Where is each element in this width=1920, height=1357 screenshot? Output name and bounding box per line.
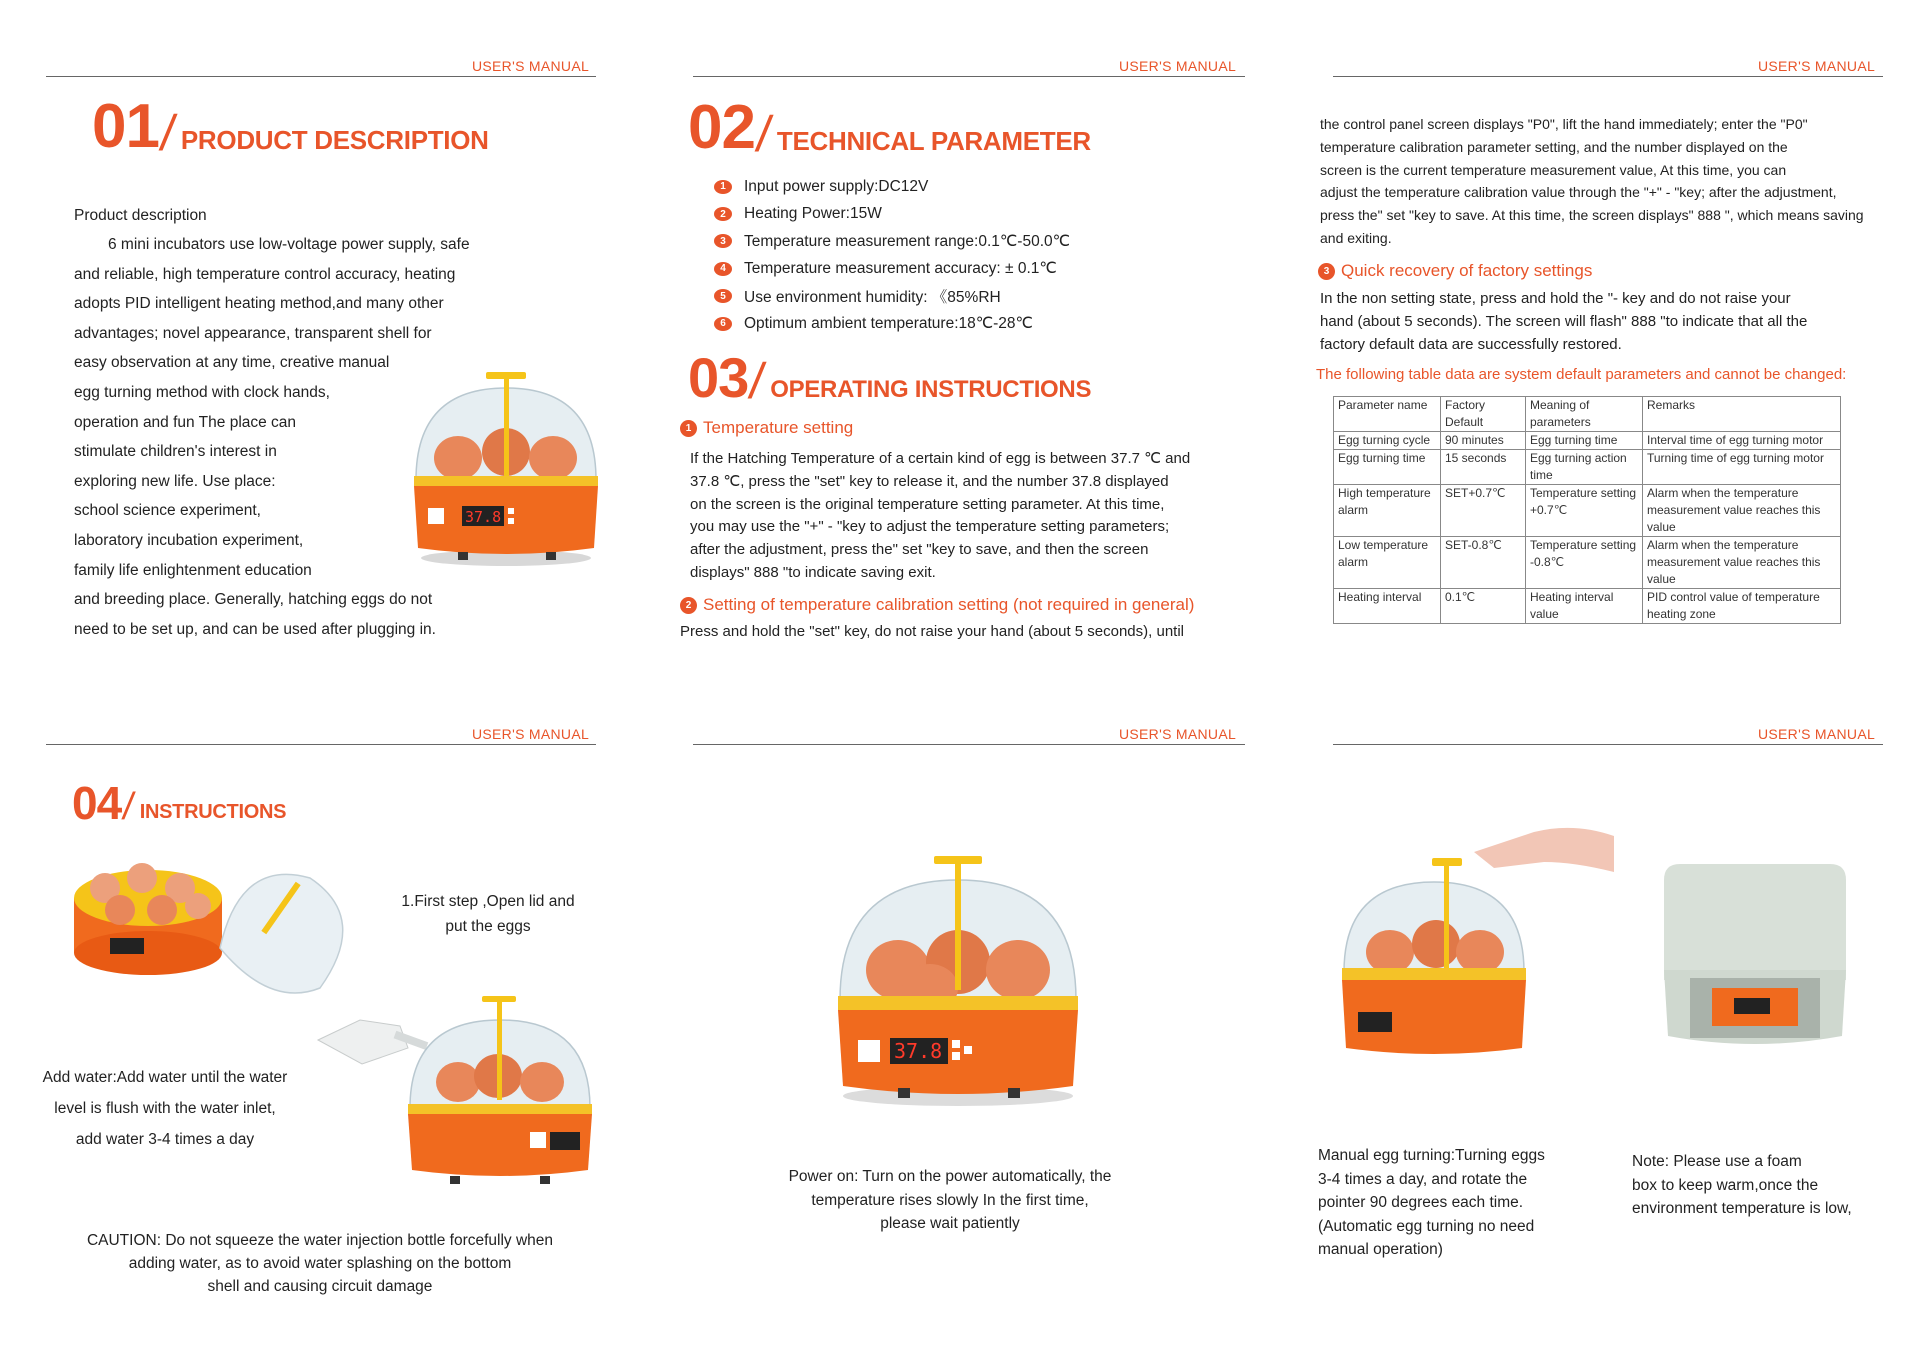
text-line: please wait patiently bbox=[880, 1215, 1020, 1232]
number-badge: 3 bbox=[1318, 263, 1335, 280]
section-03-heading bbox=[688, 346, 1092, 409]
header-label: USER'S MANUAL bbox=[472, 58, 590, 74]
number-badge: 1 bbox=[680, 420, 697, 437]
table-cell: SET+0.7℃ bbox=[1441, 485, 1526, 537]
slash-mark: / bbox=[753, 106, 775, 162]
number-badge: 2 bbox=[680, 597, 697, 614]
text-line: after the adjustment, press the" set "key to save, and then the screen bbox=[690, 541, 1149, 559]
section-title: INSTRUCTIONS bbox=[139, 801, 287, 823]
table-cell: High temperature alarm bbox=[1334, 485, 1441, 537]
header-rule bbox=[46, 744, 596, 745]
text-line: exploring new life. Use place: bbox=[74, 472, 276, 490]
manual-turning-image bbox=[1334, 812, 1614, 1072]
header-rule bbox=[693, 744, 1245, 745]
text-line: laboratory incubation experiment, bbox=[74, 531, 304, 549]
display-readout: 37.8 bbox=[894, 1039, 943, 1063]
text-line: Note: Please use a foam bbox=[1632, 1153, 1802, 1170]
text-line: add water 3-4 times a day bbox=[75, 1131, 255, 1148]
header-label: USER'S MANUAL bbox=[1758, 726, 1876, 742]
foam-box-image bbox=[1650, 860, 1860, 1060]
table-row bbox=[1334, 589, 1841, 624]
table-row bbox=[1334, 432, 1841, 450]
param-text: Temperature measurement range:0.1℃-50.0℃ bbox=[744, 232, 1071, 250]
list-item bbox=[714, 173, 1070, 200]
foam-box-note bbox=[1632, 1150, 1852, 1221]
section-number: 04 bbox=[72, 777, 122, 829]
header-rule bbox=[1333, 744, 1883, 745]
slash-mark: / bbox=[746, 353, 769, 409]
table-cell: Egg turning action time bbox=[1526, 450, 1643, 485]
text-line: 1.First step ,Open lid and bbox=[401, 893, 575, 910]
list-item bbox=[714, 200, 1070, 227]
text-line: adding water, as to avoid water splashing on the bottom bbox=[128, 1255, 512, 1272]
default-params-note: The following table data are system default parameters and cannot be changed: bbox=[1316, 366, 1847, 383]
incubator-image bbox=[398, 368, 613, 568]
text-line: stimulate children's interest in bbox=[74, 443, 277, 461]
header-label: USER'S MANUAL bbox=[1758, 58, 1876, 74]
text-line: press the" set "key to save. At this time, the screen displays" 888 ", which means saving bbox=[1320, 207, 1864, 224]
table-cell: Egg turning cycle bbox=[1334, 432, 1441, 450]
slash-mark: / bbox=[157, 105, 179, 161]
text-line: put the eggs bbox=[445, 918, 531, 935]
text-line: factory default data are successfully restored. bbox=[1320, 335, 1622, 353]
open-incubator-image bbox=[70, 838, 360, 998]
table-header-row bbox=[1334, 397, 1841, 432]
manual-turning-caption bbox=[1318, 1144, 1545, 1262]
power-on-caption bbox=[760, 1165, 1140, 1236]
table-cell: Egg turning time bbox=[1334, 450, 1441, 485]
param-text: Use environment humidity: 《85%RH bbox=[744, 289, 1001, 307]
header-label: USER'S MANUAL bbox=[1119, 726, 1237, 742]
table-cell: Heating interval bbox=[1334, 589, 1441, 624]
header-rule bbox=[1333, 76, 1883, 77]
table-cell: Interval time of egg turning motor bbox=[1643, 432, 1841, 450]
text-line: and breeding place. Generally, hatching eggs do not bbox=[74, 591, 433, 609]
text-line: displays" 888 "to indicate saving exit. bbox=[690, 563, 936, 581]
factory-reset-text bbox=[1320, 288, 1807, 356]
text-line: egg turning method with clock hands, bbox=[74, 383, 330, 401]
section-number: 03 bbox=[688, 346, 749, 409]
column-header: Meaning of parameters bbox=[1526, 397, 1643, 432]
table-cell: Temperature setting -0.8℃ bbox=[1526, 537, 1643, 589]
display-readout: 37.8 bbox=[465, 508, 502, 526]
text-line: (Automatic egg turning no need bbox=[1318, 1217, 1535, 1235]
number-badge: 6 bbox=[714, 317, 732, 331]
list-item bbox=[714, 255, 1070, 282]
text-line: If the Hatching Temperature of a certain kind of egg is between 37.7 ℃ and bbox=[690, 450, 1191, 467]
text-line: 37.8 ℃, press the "set" key to release it, and the number 37.8 displayed bbox=[690, 472, 1169, 490]
text-line: you may use the "+" - "key to adjust the temperature setting parameters; bbox=[690, 518, 1170, 536]
technical-parameter-list bbox=[714, 173, 1070, 337]
column-header: Remarks bbox=[1643, 397, 1841, 432]
number-badge: 5 bbox=[714, 289, 732, 303]
table-cell: Alarm when the temperature measurement value reaches this value bbox=[1643, 537, 1841, 589]
text-line: Manual egg turning:Turning eggs bbox=[1318, 1147, 1545, 1164]
text-line: hand (about 5 seconds). The screen will flash" 888 "to indicate that all the bbox=[1320, 312, 1808, 330]
table-row bbox=[1334, 485, 1841, 537]
table-cell: SET-0.8℃ bbox=[1441, 537, 1526, 589]
table-row bbox=[1334, 450, 1841, 485]
param-text: Optimum ambient temperature:18℃-28℃ bbox=[744, 315, 1033, 333]
list-item bbox=[714, 310, 1070, 337]
text-line: the control panel screen displays "P0", lift the hand immediately; enter the "P0" bbox=[1320, 116, 1808, 132]
text-line: school science experiment, bbox=[74, 502, 261, 520]
calibration-continued-text bbox=[1320, 113, 1864, 250]
incubator-power-on-image bbox=[818, 850, 1098, 1110]
text-line: Power on: Turn on the power automatically, the bbox=[788, 1168, 1112, 1185]
subheading-text: Quick recovery of factory settings bbox=[1341, 261, 1593, 280]
column-header: Parameter name bbox=[1334, 397, 1441, 432]
number-badge: 2 bbox=[714, 207, 732, 221]
product-description-heading: Product description bbox=[74, 207, 207, 224]
header-rule bbox=[46, 76, 596, 77]
text-line: and exiting. bbox=[1320, 229, 1392, 246]
section-title: OPERATING INSTRUCTIONS bbox=[770, 376, 1092, 403]
temperature-setting-text bbox=[690, 448, 1258, 585]
text-line: adjust the temperature calibration value through the "+" - "key; after the adjustment, bbox=[1320, 184, 1837, 201]
text-line: on the screen is the original temperature setting parameter. At this time, bbox=[690, 495, 1165, 513]
slash-mark: / bbox=[120, 786, 137, 828]
calibration-setting-text: Press and hold the "set" key, do not raise your hand (about 5 seconds), until bbox=[680, 623, 1185, 640]
section-02-heading bbox=[688, 93, 1091, 162]
table-cell: Low temperature alarm bbox=[1334, 537, 1441, 589]
text-line: environment temperature is low, bbox=[1632, 1200, 1852, 1217]
section-title: TECHNICAL PARAMETER bbox=[776, 126, 1091, 156]
table-cell: 15 seconds bbox=[1441, 450, 1526, 485]
text-line: 3-4 times a day, and rotate the bbox=[1318, 1170, 1528, 1188]
text-line: In the non setting state, press and hold the "- key and do not raise your bbox=[1320, 290, 1791, 307]
list-item bbox=[714, 228, 1070, 255]
table-cell: Egg turning time bbox=[1526, 432, 1643, 450]
temperature-setting-heading bbox=[680, 418, 853, 438]
text-line: pointer 90 degrees each time. bbox=[1318, 1194, 1524, 1211]
step1-caption bbox=[388, 889, 588, 939]
subheading-text: Temperature setting bbox=[703, 418, 854, 437]
section-number: 02 bbox=[688, 93, 755, 162]
subheading-text: Setting of temperature calibration setting (not required in general) bbox=[703, 595, 1195, 614]
table-cell: Temperature setting +0.7℃ bbox=[1526, 485, 1643, 537]
number-badge: 1 bbox=[714, 180, 732, 194]
table-cell: Heating interval value bbox=[1526, 589, 1643, 624]
text-line: temperature rises slowly In the first time, bbox=[811, 1191, 1089, 1209]
table-cell: PID control value of temperature heating zone bbox=[1643, 589, 1841, 624]
table-row bbox=[1334, 537, 1841, 589]
calibration-setting-heading bbox=[680, 595, 1194, 615]
text-line: screen is the current temperature measurement value, At this time, you can bbox=[1320, 161, 1787, 178]
text-line: manual operation) bbox=[1318, 1241, 1443, 1258]
param-text: Heating Power:15W bbox=[744, 205, 882, 223]
text-line: box to keep warm,once the bbox=[1632, 1176, 1819, 1194]
header-label: USER'S MANUAL bbox=[472, 726, 590, 742]
text-line: CAUTION: Do not squeeze the water injection bottle forcefully when bbox=[86, 1232, 554, 1249]
text-line: adopts PID intelligent heating method,and many other bbox=[74, 295, 444, 313]
add-water-caption bbox=[30, 1062, 300, 1155]
text-line: 6 mini incubators use low-voltage power supply, safe bbox=[108, 236, 470, 253]
factory-reset-heading bbox=[1318, 261, 1592, 281]
text-line: easy observation at any time, creative manual bbox=[74, 354, 390, 372]
section-number: 01 bbox=[92, 92, 159, 161]
param-text: Temperature measurement accuracy: ± 0.1℃ bbox=[744, 260, 1057, 278]
text-line: need to be set up, and can be used after plugging in. bbox=[74, 620, 436, 638]
table-cell: 0.1℃ bbox=[1441, 589, 1526, 624]
text-line: operation and fun The place can bbox=[74, 413, 297, 431]
section-title: PRODUCT DESCRIPTION bbox=[180, 125, 489, 155]
section-04-heading bbox=[72, 777, 287, 829]
table-cell: Turning time of egg turning motor bbox=[1643, 450, 1841, 485]
default-parameters-table bbox=[1333, 396, 1841, 624]
text-line: shell and causing circuit damage bbox=[207, 1278, 433, 1295]
header-rule bbox=[693, 76, 1245, 77]
list-item bbox=[714, 283, 1070, 310]
caution-caption bbox=[40, 1229, 600, 1298]
table-cell: 90 minutes bbox=[1441, 432, 1526, 450]
text-line: family life enlightenment education bbox=[74, 561, 312, 579]
param-text: Input power supply:DC12V bbox=[744, 177, 929, 195]
table-cell: Alarm when the temperature measurement value reaches this value bbox=[1643, 485, 1841, 537]
section-01-heading bbox=[92, 92, 489, 161]
column-header: Factory Default bbox=[1441, 397, 1526, 432]
water-bottle-incubator-image bbox=[310, 990, 620, 1190]
text-line: advantages; novel appearance, transparent shell for bbox=[74, 324, 432, 342]
number-badge: 3 bbox=[714, 234, 732, 248]
text-line: level is flush with the water inlet, bbox=[54, 1100, 276, 1117]
header-label: USER'S MANUAL bbox=[1119, 58, 1237, 74]
text-line: Add water:Add water until the water bbox=[42, 1069, 288, 1086]
number-badge: 4 bbox=[714, 262, 732, 276]
text-line: and reliable, high temperature control accuracy, heating bbox=[74, 265, 456, 283]
text-line: temperature calibration parameter setting, and the number displayed on the bbox=[1320, 138, 1788, 155]
